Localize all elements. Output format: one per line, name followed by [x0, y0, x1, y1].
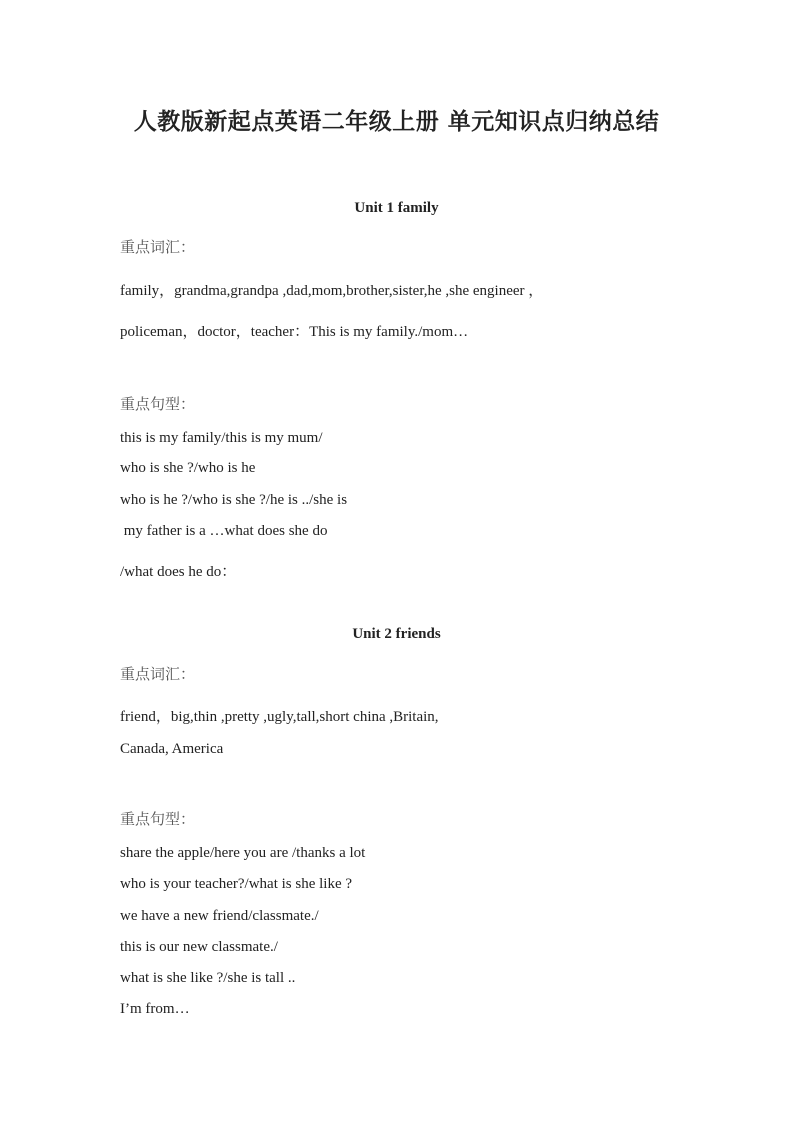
page-title: 人教版新起点英语二年级上册 单元知识点归纳总结 — [133, 109, 660, 135]
vocab-label: 重点词汇： — [120, 665, 196, 683]
sentence-line: /what does he do： — [120, 564, 237, 580]
sentence-line: who is she ?/who is he — [120, 460, 256, 476]
sentence-line: who is he ?/who is she ?/he is ../she is — [120, 492, 348, 508]
sentence-label: 重点句型： — [120, 395, 196, 413]
unit-heading: Unit 2 friends — [352, 626, 441, 642]
vocab-line: Canada, America — [120, 741, 224, 757]
vocab-line: policeman，doctor，teacher：This is my family./mom… — [120, 324, 469, 340]
sentence-line: this is my family/this is my mum/ — [120, 430, 323, 446]
sentence-line: who is your teacher?/what is she like ? — [120, 876, 353, 892]
sentence-line: what is she like ?/she is tall .. — [120, 970, 296, 986]
vocab-line: friend，big,thin ,pretty ,ugly,tall,short china ,Britain, — [120, 709, 439, 725]
vocab-line: family，grandma,grandpa ,dad,mom,brother,sister,he ,she engineer ， — [120, 283, 544, 299]
sentence-line: share the apple/here you are /thanks a lot — [120, 845, 366, 861]
unit-heading: Unit 1 family — [354, 200, 439, 216]
sentence-line: we have a new friend/classmate./ — [120, 908, 319, 924]
sentence-line: I’m from… — [120, 1001, 190, 1017]
sentence-label: 重点句型： — [120, 810, 196, 828]
sentence-line: this is our new classmate./ — [120, 939, 278, 955]
sentence-line: my father is a …what does she do — [120, 523, 328, 539]
vocab-label: 重点词汇： — [120, 238, 196, 256]
